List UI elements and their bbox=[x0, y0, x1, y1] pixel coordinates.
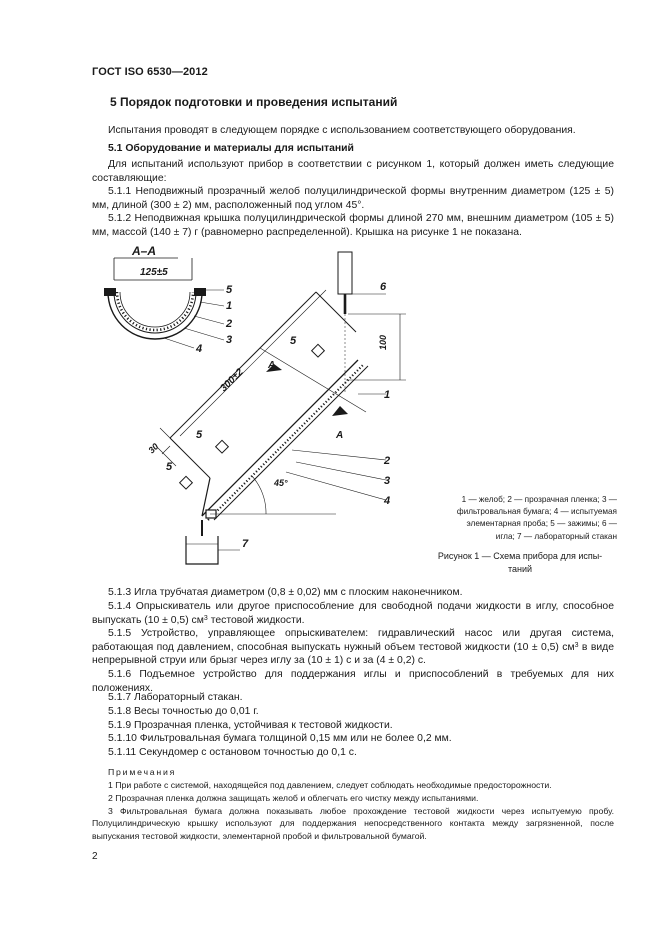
callout-3: 3 bbox=[384, 475, 391, 487]
paragraph-5-1-11: 5.1.11 Секундомер с остановом точностью до 0,1 с. bbox=[108, 747, 357, 758]
p515-text: 5.1.5 Устройство, управляющее опрыскивателем: гидравлический насос или другая система, работающая под давлением, способная выпускать нужный объем тестовой жидкости (10 ± 0,5) см bbox=[92, 628, 614, 653]
angle-dimension: 45° bbox=[274, 478, 288, 488]
legend-line: 1 — желоб; 2 — прозрачная пленка; 3 — bbox=[461, 495, 617, 504]
section-marker-a-top: А bbox=[268, 360, 276, 371]
section-a-a-label: А–А bbox=[132, 244, 157, 258]
callout-2: 2 bbox=[384, 455, 391, 467]
offset-dimension: 30 bbox=[146, 441, 161, 456]
height-dimension: 100 bbox=[378, 334, 388, 350]
paragraph-5-1-8: 5.1.8 Весы точностью до 0,01 г. bbox=[108, 706, 259, 717]
callout-3-section: 3 bbox=[226, 334, 233, 346]
page-number: 2 bbox=[92, 851, 98, 862]
caption-line: таний bbox=[507, 564, 533, 574]
document-header: ГОСТ ISO 6530—2012 bbox=[92, 66, 208, 78]
paragraph-apparatus: Для испытаний используют прибор в соответствии с рисунком 1, который должен иметь следующие составляющие: bbox=[92, 159, 614, 184]
callout-1: 1 bbox=[384, 389, 391, 401]
paragraph-5-1-7: 5.1.7 Лабораторный стакан. bbox=[108, 692, 243, 703]
callout-1-section: 1 bbox=[226, 300, 233, 312]
legend-line: игла; 7 — лабораторный стакан bbox=[495, 531, 617, 541]
callout-5-section: 5 bbox=[226, 284, 233, 296]
paragraph-5-1-3: 5.1.3 Игла трубчатая диаметром (0,8 ± 0,02) мм с плоским наконечником. bbox=[108, 587, 463, 598]
paragraph-5-1-5 bbox=[92, 627, 614, 668]
paragraph-5-1-6: 5.1.6 Подъемное устройство для поддержания иглы и приспособлений в требуемых для них положениях. bbox=[92, 669, 614, 694]
notes-heading: Примечания bbox=[108, 767, 177, 777]
length-dimension: 300±2 bbox=[218, 366, 246, 395]
paragraph-5-1-1: 5.1.1 Неподвижный прозрачный желоб полуцилиндрической формы внутренним диаметром (125 ± 5) мм, длиной (300 ± 2) мм, расположенный под углом 45°. bbox=[92, 186, 614, 211]
paragraph-5-1-9: 5.1.9 Прозрачная пленка, устойчивая к тестовой жидкости. bbox=[108, 720, 393, 731]
callout-4-section: 4 bbox=[196, 343, 203, 355]
superscript-3: 3 bbox=[203, 614, 208, 622]
intro-paragraph: Испытания проводят в следующем порядке с использованием соответствующего оборудования. bbox=[108, 125, 576, 136]
callout-6: 6 bbox=[380, 281, 387, 293]
p514-text-end: тестовой жидкости. bbox=[207, 614, 305, 626]
caption-line: Рисунок 1 — Схема прибора для испы- bbox=[437, 551, 603, 561]
apparatus-figure bbox=[96, 244, 426, 574]
width-dimension: 125±5 bbox=[140, 267, 168, 278]
callout-7: 7 bbox=[242, 538, 249, 550]
legend-line: фильтровальная бумага; 4 — испытуемая bbox=[456, 507, 617, 517]
figure-caption bbox=[420, 550, 620, 576]
callout-5-middle: 5 bbox=[196, 429, 203, 441]
callout-2-section: 2 bbox=[226, 318, 233, 330]
paragraph-5-1-4 bbox=[92, 600, 614, 627]
p515-text-end: в виде непрерывной струи или брызг через иглу за (10 ± 1) с и за (4 ± 0,2) с. bbox=[92, 641, 614, 667]
note-2: 2 Прозрачная пленка должна защищать желоб и облегчать его чистку между испытаниями. bbox=[108, 793, 479, 803]
paragraph-5-1-10: 5.1.10 Фильтровальная бумага толщиной 0,15 мм или не более 0,2 мм. bbox=[108, 733, 452, 744]
subsection-title: 5.1 Оборудование и материалы для испытаний bbox=[108, 143, 354, 154]
callout-5-bottom: 5 bbox=[166, 461, 173, 473]
superscript-3: 3 bbox=[574, 641, 579, 649]
p514-text: 5.1.4 Опрыскиватель или другое приспособление для свободной подачи жидкости в иглу, способное выпускать (10 ± 0,5) см bbox=[92, 601, 614, 626]
note-1: 1 При работе с системой, находящейся под давлением, следует соблюдать необходимые предосторожности. bbox=[108, 780, 552, 790]
section-title: 5 Порядок подготовки и проведения испытаний bbox=[110, 95, 398, 109]
legend-line: элементарная проба; 5 — зажимы; 6 — bbox=[466, 519, 617, 529]
figure-legend bbox=[431, 494, 617, 543]
section-marker-a-bottom: А bbox=[336, 430, 344, 441]
paragraph-5-1-2: 5.1.2 Неподвижная крышка полуцилиндрической формы длиной 270 мм, внешним диаметром (105 ± 5) мм, массой (140 ± 7) г (равномерно распределенной). Крышка на рисунке 1 не показана. bbox=[92, 213, 614, 238]
callout-4: 4 bbox=[384, 495, 391, 507]
note-3: 3 Фильтровальная бумага должна показывать любое прохождение тестовой жидкости через испытуемую пробу. Полуцилиндрическую крышку используют для поддержания непосредственного контакта между загрязненной, после выпускания тестовой жидкости, элементарной пробой и фильтровальной бумагой. bbox=[92, 806, 614, 841]
callout-5-top: 5 bbox=[290, 335, 297, 347]
